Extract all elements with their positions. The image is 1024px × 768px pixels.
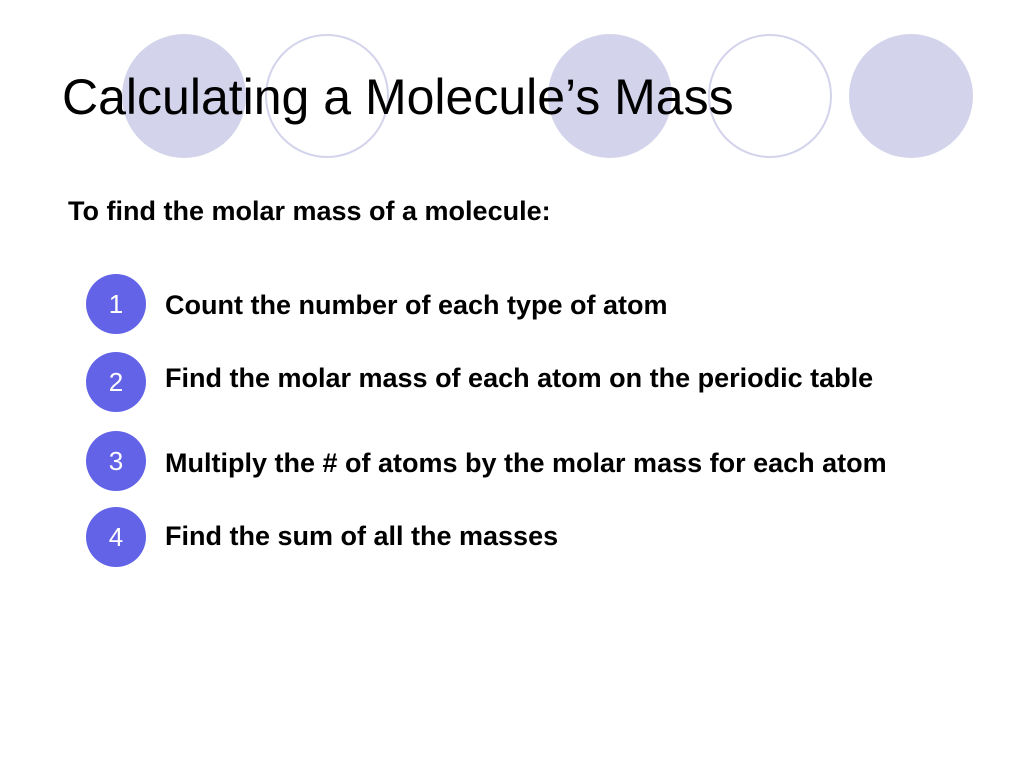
step-text: Multiply the # of atoms by the molar mass for each atom — [165, 448, 887, 478]
intro-text: To find the molar mass of a molecule: — [68, 196, 551, 226]
step-text: Find the molar mass of each atom on the periodic table — [165, 363, 874, 393]
step-number-badge: 3 — [86, 431, 146, 491]
decorative-circle-filled — [849, 34, 973, 158]
slide-title: Calculating a Molecule’s Mass — [62, 69, 734, 125]
step-text: Find the sum of all the masses — [165, 521, 559, 551]
step-text: Count the number of each type of atom — [165, 290, 668, 320]
step-number-badge: 2 — [86, 352, 146, 412]
step-number-badge: 4 — [86, 507, 146, 567]
step-number-badge: 1 — [86, 274, 146, 334]
